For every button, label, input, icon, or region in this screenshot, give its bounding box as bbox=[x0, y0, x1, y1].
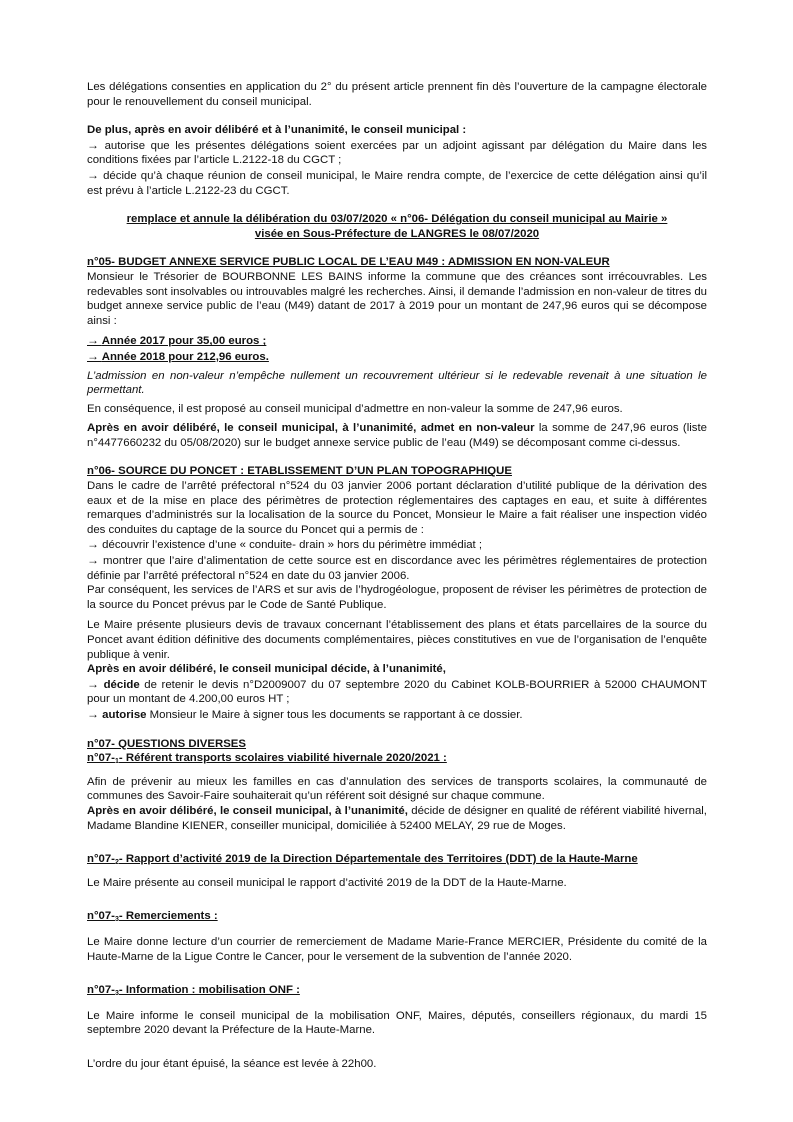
intro-decision-title: De plus, après en avoir délibéré et à l’unanimité, le conseil municipal : bbox=[87, 124, 467, 137]
replace-notice-line-1: remplace et annule la délibération du 03/07/2020 « n°06- Délégation du conseil municipal au Mairie » bbox=[126, 213, 668, 226]
closing-statement: L’ordre du jour étant épuisé, la séance est levée à 22h00. bbox=[87, 1057, 377, 1070]
section-06-heading: n°06- SOURCE DU PONCET : ETABLISSEMENT D’UN PLAN TOPOGRAPHIQUE bbox=[87, 465, 512, 478]
section-07-1-paragraph: Afin de prévenir au mieux les familles en cas d’annulation des services de transports scolaires, la communauté de communes des Savoir-Faire souhaiterait qu’un référent soit désigné sur chaque commune. bbox=[87, 775, 707, 803]
section-07-1-heading bbox=[87, 751, 707, 770]
intro-item-2 bbox=[87, 168, 707, 198]
section-06-decision-item-2 bbox=[87, 707, 707, 723]
section-05-decision-text: la somme de 247,96 euros (liste n°4477660232 du 05/08/2020) sur le budget annexe service public de l’eau (M49) se décomposant comme ci-dessus. bbox=[87, 422, 707, 449]
arrow-icon: → bbox=[87, 553, 99, 568]
section-07-3-paragraph: Le Maire donne lecture d’un courrier de remerciement de Madame Marie-France MERCIER, Présidente du comité de la Haute-Marne de la Ligue Contre le Cancer, pour le versement de la subvention de l’année 2020. bbox=[87, 935, 707, 963]
year-2018-text: Année 2018 pour 212,96 euros. bbox=[101, 350, 269, 363]
section-07-1-prefix: n°07- bbox=[87, 752, 115, 765]
arrow-icon: → bbox=[87, 333, 99, 348]
section-06-decision-item-2-text: Monsieur le Maire à signer tous les documents se rapportant à ce dossier. bbox=[146, 708, 523, 721]
section-06-paragraph-1: Dans le cadre de l’arrêté préfectoral n°524 du 03 janvier 2006 portant déclaration d’utilité publique de la dérivation des eaux et de la mise en place des périmètres de protection réglementaires des captages en eau, et suite à différentes remarques d’administrés sur la localisation de la source du Poncet, Monsieur le Maire a fait réaliser une inspection vidéo des conduites du captage de la source du Poncet qui a permis de : bbox=[87, 480, 707, 536]
authorise-label: autorise bbox=[102, 708, 147, 721]
arrow-icon: → bbox=[87, 537, 99, 552]
decide-label: décide bbox=[103, 678, 140, 691]
section-07-2-heading bbox=[87, 852, 707, 871]
section-05-decision bbox=[87, 421, 707, 450]
section-05-consequence: En conséquence, il est proposé au conseil municipal d’admettre en non-valeur la somme de 247,96 euros. bbox=[87, 402, 623, 415]
section-07-3-title: - Remerciements : bbox=[118, 910, 218, 923]
section-07-4-title: - Information : mobilisation ONF : bbox=[118, 984, 300, 997]
section-07-1-decision-text: décide de désigner en qualité de référent viabilité hivernal, Madame Blandine KIENER, conseiller municipal, domiciliée à 52400 MELAY, 29 rue de Moges. bbox=[87, 804, 707, 832]
section-06-paragraph-2: Par conséquent, les services de l’ARS et sur avis de l’hydrogéologue, proposent de réviser les périmètres de protection de la source du Poncet prévus par le Code de Santé Publique. bbox=[87, 584, 707, 611]
section-06-item-1 bbox=[87, 537, 707, 553]
section-07-3-number: 3 bbox=[114, 916, 119, 924]
section-07-1-decision-bold: Après en avoir délibéré, le conseil municipal, à l’unanimité, bbox=[87, 804, 408, 817]
section-06-decision: Après en avoir délibéré, le conseil municipal décide, à l’unanimité, bbox=[87, 663, 446, 676]
section-07-1-number: 1 bbox=[114, 758, 119, 766]
section-06-item-2 bbox=[87, 553, 707, 583]
section-07-2-title: - Rapport d’activité 2019 de la Direction Départementale des Territoires (DDT) de la Haute-Marne bbox=[118, 853, 638, 866]
intro-paragraph: Les délégations consenties en application du 2° du présent article prennent fin dès l’ouverture de la campagne électorale pour le renouvellement du conseil municipal. bbox=[87, 81, 707, 108]
arrow-icon: → bbox=[87, 676, 99, 691]
section-06-decision-item-1-text: de retenir le devis n°D2009007 du 07 septembre 2020 du Cabinet KOLB-BOURRIER à 52000 CHAUMONT pour un montant de 4.200,00 euros HT ; bbox=[87, 678, 707, 706]
year-2017-text: Année 2017 pour 35,00 euros ; bbox=[101, 335, 267, 348]
section-07-1-decision bbox=[87, 804, 707, 833]
section-05-heading: n°05- BUDGET ANNEXE SERVICE PUBLIC LOCAL DE L’EAU M49 : ADMISSION EN NON-VALEUR bbox=[87, 256, 610, 269]
section-07-heading: n°07- QUESTIONS DIVERSES bbox=[87, 737, 246, 750]
section-07-4-paragraph: Le Maire informe le conseil municipal de la mobilisation ONF, Maires, députés, conseillers régionaux, du mardi 15 septembre 2020 devant la Préfecture de la Haute-Marne. bbox=[87, 1009, 707, 1037]
section-05-year-2018 bbox=[87, 349, 707, 365]
section-07-2-prefix: n°07- bbox=[87, 853, 115, 866]
section-05-paragraph: Monsieur le Trésorier de BOURBONNE LES BAINS informe la commune que des créances sont irrécouvrables. Les redevables sont insolvables ou introuvables malgré les recherches. Ainsi, il demande l’admission en non-valeur de titres du budget annexe service public de l’eau (M49) datant de 2017 à 2019 pour un montant de 247,96 euros qui se décompose ainsi : bbox=[87, 270, 707, 327]
section-07-4-prefix: n°07- bbox=[87, 984, 115, 997]
section-06-paragraph-3: Le Maire présente plusieurs devis de travaux concernant l’établissement des plans et états parcellaires de la source du Poncet avant édition définitive des documents complémentaires, pièces constitutives en vue de l’organisation de l’enquête publique à venir. bbox=[87, 619, 707, 661]
section-05-italic-note: L’admission en non-valeur n’empêche nullement un recouvrement ultérieur si le redevable revenait à une situation le permettant. bbox=[87, 369, 707, 397]
intro-item-1-text: autorise que les présentes délégations soient exercées par un adjoint agissant par délégation du Maire dans les conditions fixées par l’article L.2122-18 du CGCT ; bbox=[87, 139, 707, 167]
section-05-year-2017 bbox=[87, 333, 707, 349]
section-07-1-title: - Référent transports scolaires viabilité hivernale 2020/2021 : bbox=[118, 752, 447, 765]
arrow-icon: → bbox=[87, 137, 99, 152]
section-07-2-number: 2 bbox=[114, 859, 119, 867]
document-page bbox=[87, 80, 707, 1071]
section-07-3-heading bbox=[87, 909, 707, 928]
section-07-2-paragraph: Le Maire présente au conseil municipal le rapport d’activité 2019 de la DDT de la Haute-Marne. bbox=[87, 876, 567, 889]
section-05-decision-bold: Après en avoir délibéré, le conseil municipal, à l’unanimité, admet en non-valeur bbox=[87, 422, 535, 435]
section-07-4-number: 3 bbox=[114, 990, 119, 998]
replace-notice-line-2: visée en Sous-Préfecture de LANGRES le 08/07/2020 bbox=[254, 227, 540, 240]
section-06-decision-item-1 bbox=[87, 677, 707, 707]
arrow-icon: → bbox=[87, 348, 99, 363]
arrow-icon: → bbox=[87, 706, 99, 721]
section-07-4-heading bbox=[87, 983, 707, 1002]
intro-item-1 bbox=[87, 138, 707, 168]
section-06-item-1-text: découvrir l’existence d’une « conduite- drain » hors du périmètre immédiat ; bbox=[102, 539, 483, 552]
arrow-icon: → bbox=[87, 167, 99, 182]
section-06-item-2-text: montrer que l’aire d’alimentation de cette source est en discordance avec les périmètres réglementaires de protection définie par l’arrêté préfectoral n°524 en date du 03 janvier 2006. bbox=[87, 555, 707, 582]
section-07-3-prefix: n°07- bbox=[87, 910, 115, 923]
intro-item-2-text: décide qu’à chaque réunion de conseil municipal, le Maire rendra compte, de l’exercice de cette délégation ainsi qu’il est prévu à l’article L.2122-23 du CGCT. bbox=[87, 169, 707, 197]
